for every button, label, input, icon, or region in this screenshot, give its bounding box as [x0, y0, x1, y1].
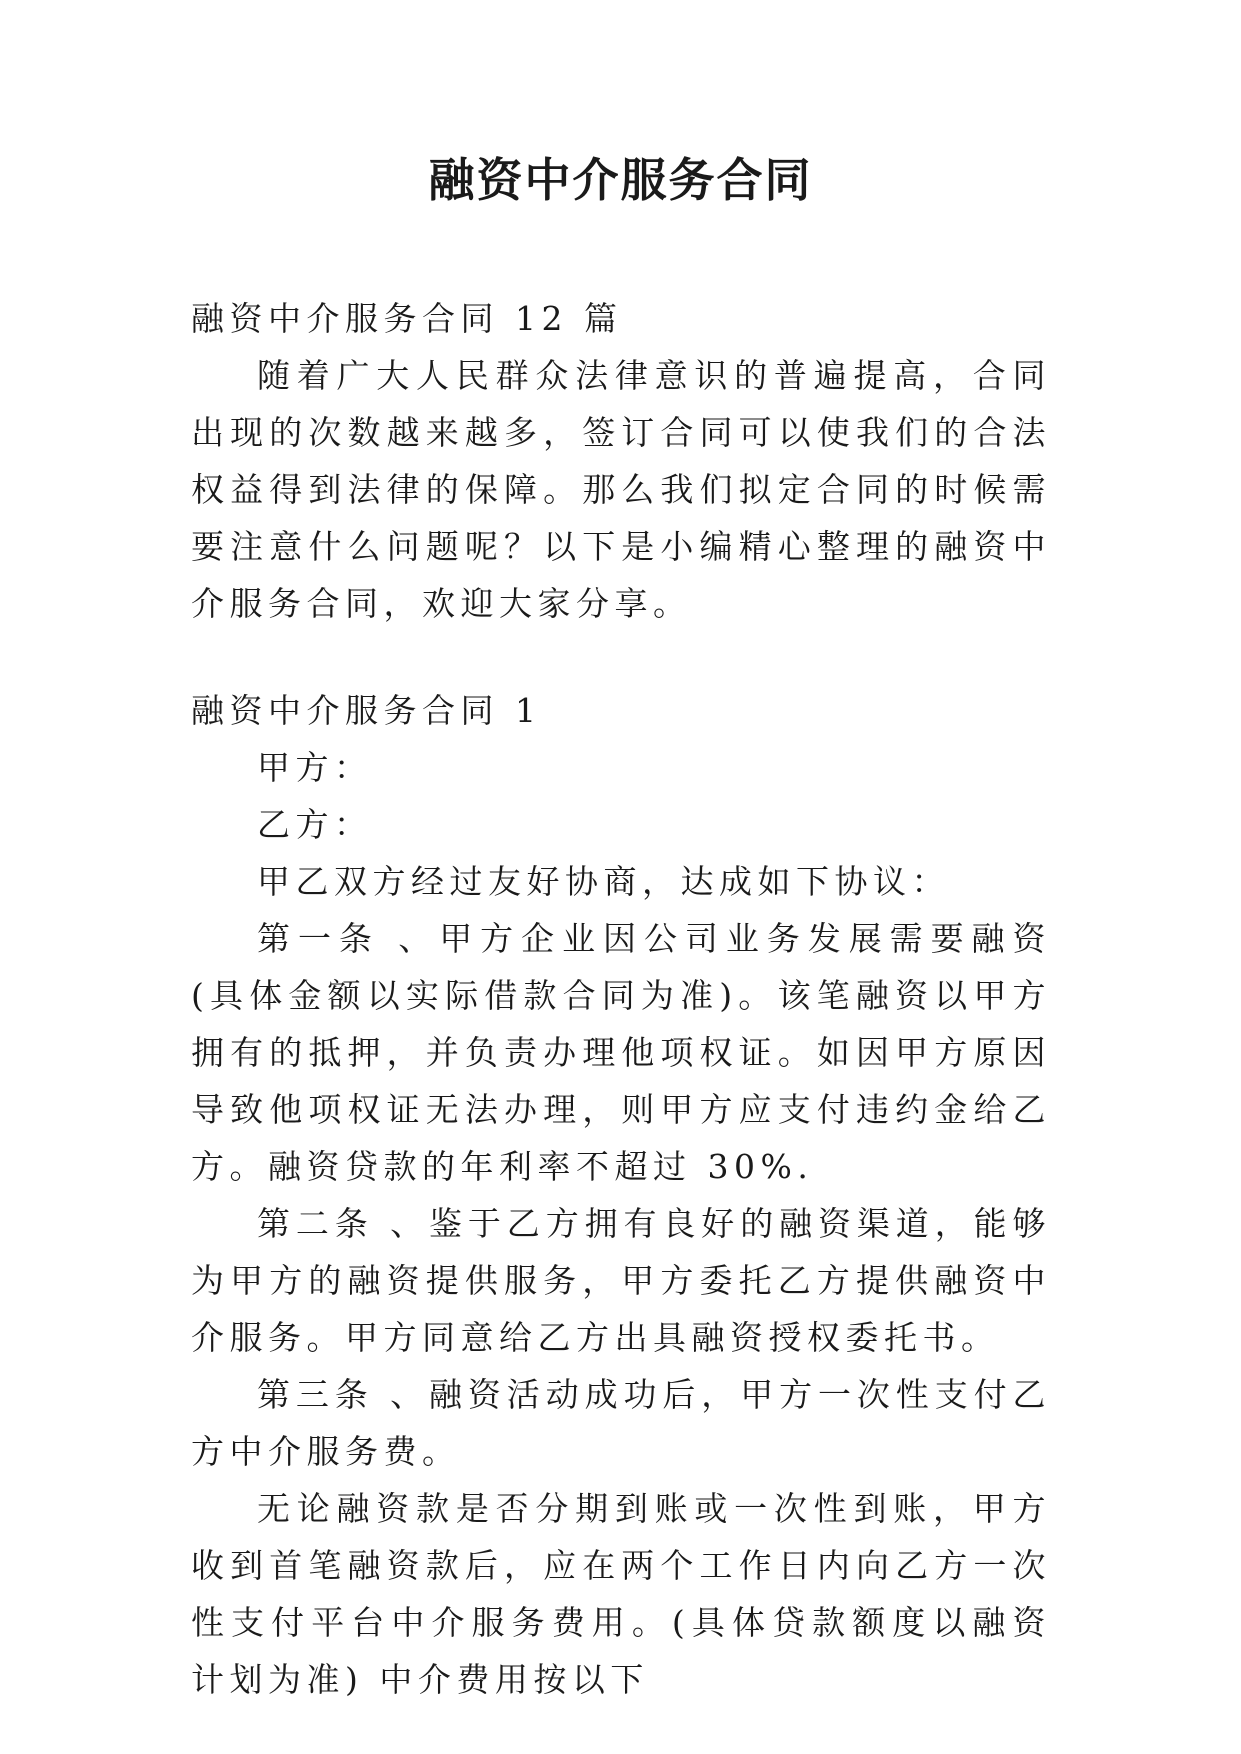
agreement-line: 甲乙双方经过友好协商，达成如下协议： [257, 862, 950, 901]
intro-paragraph: 随着广大人民群众法律意识的普遍提高，合同出现的次数越来越多，签订合同可以使我们的合法权益得到法律的保障。那么我们拟定合同的时候需要注意什么问题呢？以下是小编精心整理的融资中介服务合同，欢迎大家分享。 [191, 356, 1051, 623]
document-body [191, 290, 1051, 1708]
payment-paragraph: 无论融资款是否分期到账或一次性到账，甲方收到首笔融资款后，应在两个工作日内向乙方一次性支付平台中介服务费用。(具体贷款额度以融资计划为准) 中介费用按以下 [191, 1489, 1051, 1699]
document-subtitle: 融资中介服务合同 12 篇 [191, 299, 623, 338]
article-2-paragraph: 第二条 、鉴于乙方拥有良好的融资渠道，能够为甲方的融资提供服务，甲方委托乙方提供融资中介服务。甲方同意给乙方出具融资授权委托书。 [191, 1204, 1051, 1357]
party-a-line: 甲方： [257, 748, 373, 787]
article-1-paragraph: 第一条 、甲方企业因公司业务发展需要融资(具体金额以实际借款合同为准)。该笔融资以甲方拥有的抵押，并负责办理他项权证。如因甲方原因导致他项权证无法办理，则甲方应支付违约金给乙方。融资贷款的年利率不超过 30%. [191, 919, 1051, 1186]
document-title: 融资中介服务合同 [428, 153, 813, 207]
section-heading: 融资中介服务合同 1 [191, 691, 542, 730]
party-b-line: 乙方： [257, 805, 373, 844]
article-3-paragraph: 第三条 、融资活动成功后，甲方一次性支付乙方中介服务费。 [191, 1375, 1051, 1471]
